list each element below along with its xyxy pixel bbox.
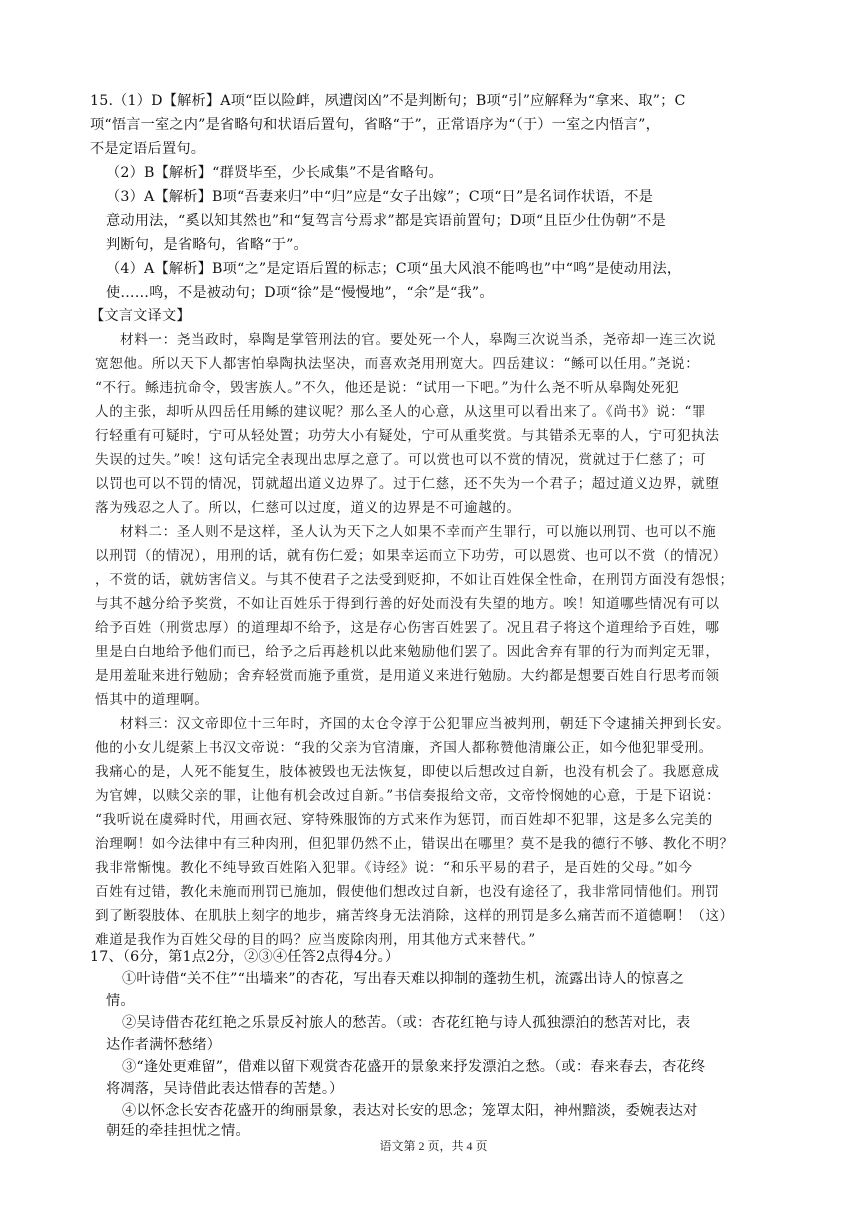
- page-footer: 语文第 2 页，共 4 页: [379, 1139, 488, 1153]
- translation-line: 到了断裂肢体、在肌肤上刻字的地步，痛苦终身无法消除，这样的刑罚是多么痛苦而不道德啊！（这）: [95, 908, 734, 924]
- q17-line: 达作者满怀愁绪）: [106, 1037, 222, 1053]
- translation-line: 我非常惭愧。教化不纯导致百姓陷入犯罪。《诗经》说：“和乐平易的君子，是百姓的父母。”如今: [95, 860, 693, 876]
- translation-line: 百姓有过错，教化未施而刑罚已施加，假使他们想改过自新，也没有途径了，我非常同情他们。刑罚: [95, 884, 720, 900]
- q17-line: 将凋落，吴诗借此表达惜春的苦楚。）: [106, 1081, 344, 1097]
- q17-line: ③“逢处更难留”，借难以留下观赏杏花盛开的景象来抒发漂泊之愁。（或：春来春去，杏花终: [122, 1059, 706, 1075]
- translation-line: 给予百姓（刑赏忠厚）的道理却不给予，这是存心伤害百姓罢了。况且君子将这个道理给予百姓，哪: [95, 620, 720, 636]
- translation-line: 治理啊！如今法律中有三种肉刑，但犯罪仍然不止，错误出在哪里？莫不是我的德行不够、教化不明？: [95, 836, 734, 852]
- q17-line: 情。: [106, 993, 135, 1009]
- translation-line: 他的小女儿缇萦上书汉文帝说：“我的父亲为官清廉，齐国人都称赞他清廉公正，如今他犯罪受刑。: [95, 740, 713, 756]
- q17-line: ④以怀念长安杏花盛开的绚丽景象，表达对长安的思念；笼罩太阳，神州黯淡，委婉表达对: [122, 1103, 698, 1119]
- translation-line: 我痛心的是，人死不能复生，肢体被毁也无法恢复，即使以后想改过自新，也没有机会了。我愿意成: [95, 764, 720, 780]
- translation-line: 里是白白地给予他们而已，给予之后再趁机以此来勉励他们罢了。因此舍弃有罪的行为而判定无罪，: [95, 644, 720, 660]
- translation-line: 以罚也可以不罚的情况，罚就超出道义边界了。过于仁慈，还不失为一个君子；超过道义边界，就堕: [95, 476, 720, 492]
- translation-line: “不行。鲧违抗命令，毁害族人。”不久，他还是说：“试用一下吧。”为什么尧不听从皋陶处死犯: [95, 380, 680, 396]
- translation-line: 为官婢，以赎父亲的罪，让他有机会改过自新。”书信奏报给文帝，文帝怜悯她的心意，于是下诏说：: [95, 788, 721, 804]
- q15-line-2: 项“悟言一室之内”是省略句和状语后置句，省略“于”，正常语序为“（于）一室之内悟言”，: [90, 117, 660, 133]
- q15-line-7: 判断句，是省略句，省略“于”。: [106, 237, 308, 253]
- q15-line-6: 意动用法，“奚以知其然也”和“复驾言兮焉求”都是宾语前置句；D项“且臣少仕伪朝”不是: [106, 213, 666, 229]
- translation-line: 材料一：尧当政时，皋陶是掌管刑法的官。要处死一个人，皋陶三次说当杀，尧帝却一连三次说: [120, 332, 717, 348]
- translation-line: 难道是我作为百姓父母的目的吗？应当废除肉刑，用其他方式来替代。”: [95, 932, 536, 948]
- q17-line: ①叶诗借“关不住”“出墙来”的杏花，写出春天难以抑制的蓬勃生机，流露出诗人的惊喜之: [122, 971, 685, 987]
- translation-heading: 【文言文译文】: [90, 308, 191, 324]
- q17-heading: 17、（6分，第1点2分，②③④任答2点得4分。）: [90, 949, 400, 965]
- translation-line: 宽恕他。所以天下人都害怕皋陶执法坚决，而喜欢尧用刑宽大。四岳建议：“鲧可以任用。”尧说：: [95, 356, 700, 372]
- translation-line: 以刑罚（的情况），用刑的话，就有伤仁爱；如果幸运而立下功劳，可以恩赏、也可以不赏（的情况）: [95, 548, 727, 564]
- translation-line: 材料二：圣人则不是这样，圣人认为天下之人如果不幸而产生罪行，可以施以刑罚、也可以不施: [120, 524, 717, 540]
- translation-line: 失误的过失。”唉！这句话完全表现出忠厚之意了。可以赏也可以不赏的情况，赏就过于仁慈了；可: [95, 452, 707, 468]
- q15-line-5: （3）A【解析】B项“吾妻来归”中“归”应是“女子出嫁”；C项“日”是名词作状语，不是: [106, 189, 653, 205]
- translation-line: “我听说在虞舜时代，用画衣冠、穿特殊服饰的方式来作为惩罚，而百姓却不犯罪，这是多么完美的: [95, 812, 713, 828]
- q15-line-1: 15.（1）D【解析】A项“臣以险衅，夙遭闵凶”不是判断句；B项“引”应解释为“拿来、取”；C: [90, 93, 686, 109]
- translation-line: 人的主张，却听从四岳任用鲧的建议呢？那么圣人的心意，从这里可以看出来了。《尚书》说：“罪: [95, 404, 707, 420]
- translation-line: 行轻重有可疑时，宁可从轻处置；功劳大小有疑处，宁可从重奖赏。与其错杀无辜的人，宁可犯执法: [95, 428, 720, 444]
- q15-line-4: （2）B【解析】“群贤毕至，少长咸集”不是省略句。: [106, 165, 443, 181]
- q15-line-8: （4）A【解析】B项“之”是定语后置的标志；C项“虽大风浪不能鸣也”中“鸣”是使动用法，: [106, 261, 682, 277]
- translation-line: 与其不越分给予奖赏，不如让百姓乐于得到行善的好处而没有失望的地方。唉！知道哪些情况有可以: [95, 596, 720, 612]
- q15-line-9: 使……鸣，不是被动句；D项“徐”是“慢慢地”，“余”是“我”。: [106, 285, 494, 301]
- q17-line: ②吴诗借杏花红艳之乐景反衬旅人的愁苦。（或：杏花红艳与诗人孤独漂泊的愁苦对比，表: [122, 1015, 691, 1031]
- translation-line: ，不赏的话，就妨害信义。与其不使君子之法受到贬抑，不如让百姓保全性命，在刑罚方面没有怨恨；: [95, 572, 734, 588]
- q15-line-3: 不是定语后置句。: [90, 141, 206, 157]
- translation-line: 悟其中的道理啊。: [95, 692, 209, 708]
- q17-line: 朝廷的牵挂担忧之情。: [106, 1123, 250, 1139]
- translation-line: 落为残忍之人了。所以，仁慈可以过度，道义的边界是不可逾越的。: [95, 500, 521, 516]
- translation-line: 是用羞耻来进行勉励；舍弃轻赏而施予重赏，是用道义来进行勉励。大约都是想要百姓自行思考而领: [95, 668, 720, 684]
- translation-line: 材料三：汉文帝即位十三年时，齐国的太仓令淳于公犯罪应当被判刑，朝廷下令逮捕关押到长安。: [120, 716, 731, 732]
